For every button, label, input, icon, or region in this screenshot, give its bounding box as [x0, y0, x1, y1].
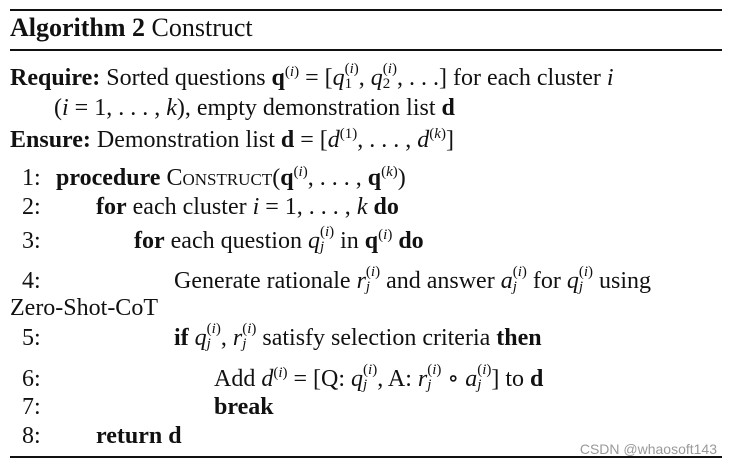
answer-symbol: a (i) j [500, 263, 527, 295]
line-number: 4: [22, 268, 41, 294]
zero-shot-cot-text: Zero-Shot-CoT [10, 295, 158, 321]
break-keyword: break [214, 394, 274, 420]
for-text: each cluster [132, 194, 247, 220]
for-text: for [532, 268, 561, 294]
line-number: 7: [22, 394, 41, 420]
algorithm-name: Construct [151, 13, 253, 42]
require-math-i: i [606, 65, 614, 91]
procedure-name: Construct [166, 165, 273, 191]
line-number: 2: [22, 194, 41, 220]
line-number: 3: [22, 228, 41, 254]
add-text: Add [214, 366, 256, 392]
for-keyword: for [96, 194, 127, 220]
list-d: d [530, 366, 544, 392]
cluster-range: i = 1, . . . , k [252, 194, 368, 220]
question-symbol: q (i) j [307, 223, 335, 255]
line-number: 8: [22, 423, 41, 449]
top-rule [10, 9, 722, 11]
line-number: 1: [22, 165, 41, 191]
generate-text: Generate rationale [174, 268, 351, 294]
ensure-math: $d = [d^{(1)}$, . . . , $d^{(k)}$] [280, 126, 454, 153]
criteria-text: satisfy selection criteria [262, 325, 491, 351]
header-rule [10, 49, 722, 51]
do-keyword: do [398, 228, 424, 254]
if-keyword: if [174, 325, 189, 351]
require-line [10, 60, 614, 92]
answer-text: and answer [386, 268, 495, 294]
require-text-c: empty demonstration list [196, 95, 436, 121]
procedure-args: ($q^{(i)}$, . . . , $q^{(k)}$) [272, 164, 406, 191]
using-text: using [599, 268, 652, 294]
require-math-d: d [441, 95, 455, 121]
require-text-b: for each cluster [452, 65, 601, 91]
if-symbols: q (i) j , r (i) j [194, 320, 257, 352]
in-text: in [340, 228, 359, 254]
code-line-4-cont [10, 294, 158, 322]
ensure-keyword: Ensure: [10, 127, 91, 153]
require-text-a: Sorted questions [106, 65, 266, 91]
rationale-symbol: r (i) j [356, 263, 381, 295]
line-number: 6: [22, 366, 41, 392]
require-math-q: $q^{(i)} = [q$ (i) 1 , q (i) 2 , . . .] [271, 60, 447, 92]
return-d: d [168, 423, 182, 449]
then-keyword: then [496, 325, 542, 351]
add-expression: $d^{(i)} = [Q$: q (i) j , A: r (i) j ∘ a (i) j ] [261, 361, 500, 393]
ensure-text: Demonstration list [96, 127, 275, 153]
do-keyword: do [373, 194, 399, 220]
procedure-keyword: procedure [56, 165, 161, 191]
for-text: each question [170, 228, 302, 254]
require-line-2 [54, 94, 455, 122]
for-keyword: for [134, 228, 165, 254]
ensure-line [10, 126, 454, 154]
question-set: $q^{(i)}$ [364, 227, 393, 254]
return-keyword: return [96, 423, 163, 449]
algorithm-title [10, 14, 253, 42]
require-math-range: (i = 1, . . . , k), [54, 95, 191, 121]
require-keyword: Require: [10, 65, 101, 91]
question-symbol: q (i) j [566, 263, 594, 295]
line-number: 5: [22, 325, 41, 351]
watermark: CSDN @whaosoft143 [579, 441, 717, 457]
to-text: to [505, 366, 525, 392]
algorithm-label: Algorithm 2 [10, 13, 146, 42]
algorithm-block [10, 0, 722, 462]
